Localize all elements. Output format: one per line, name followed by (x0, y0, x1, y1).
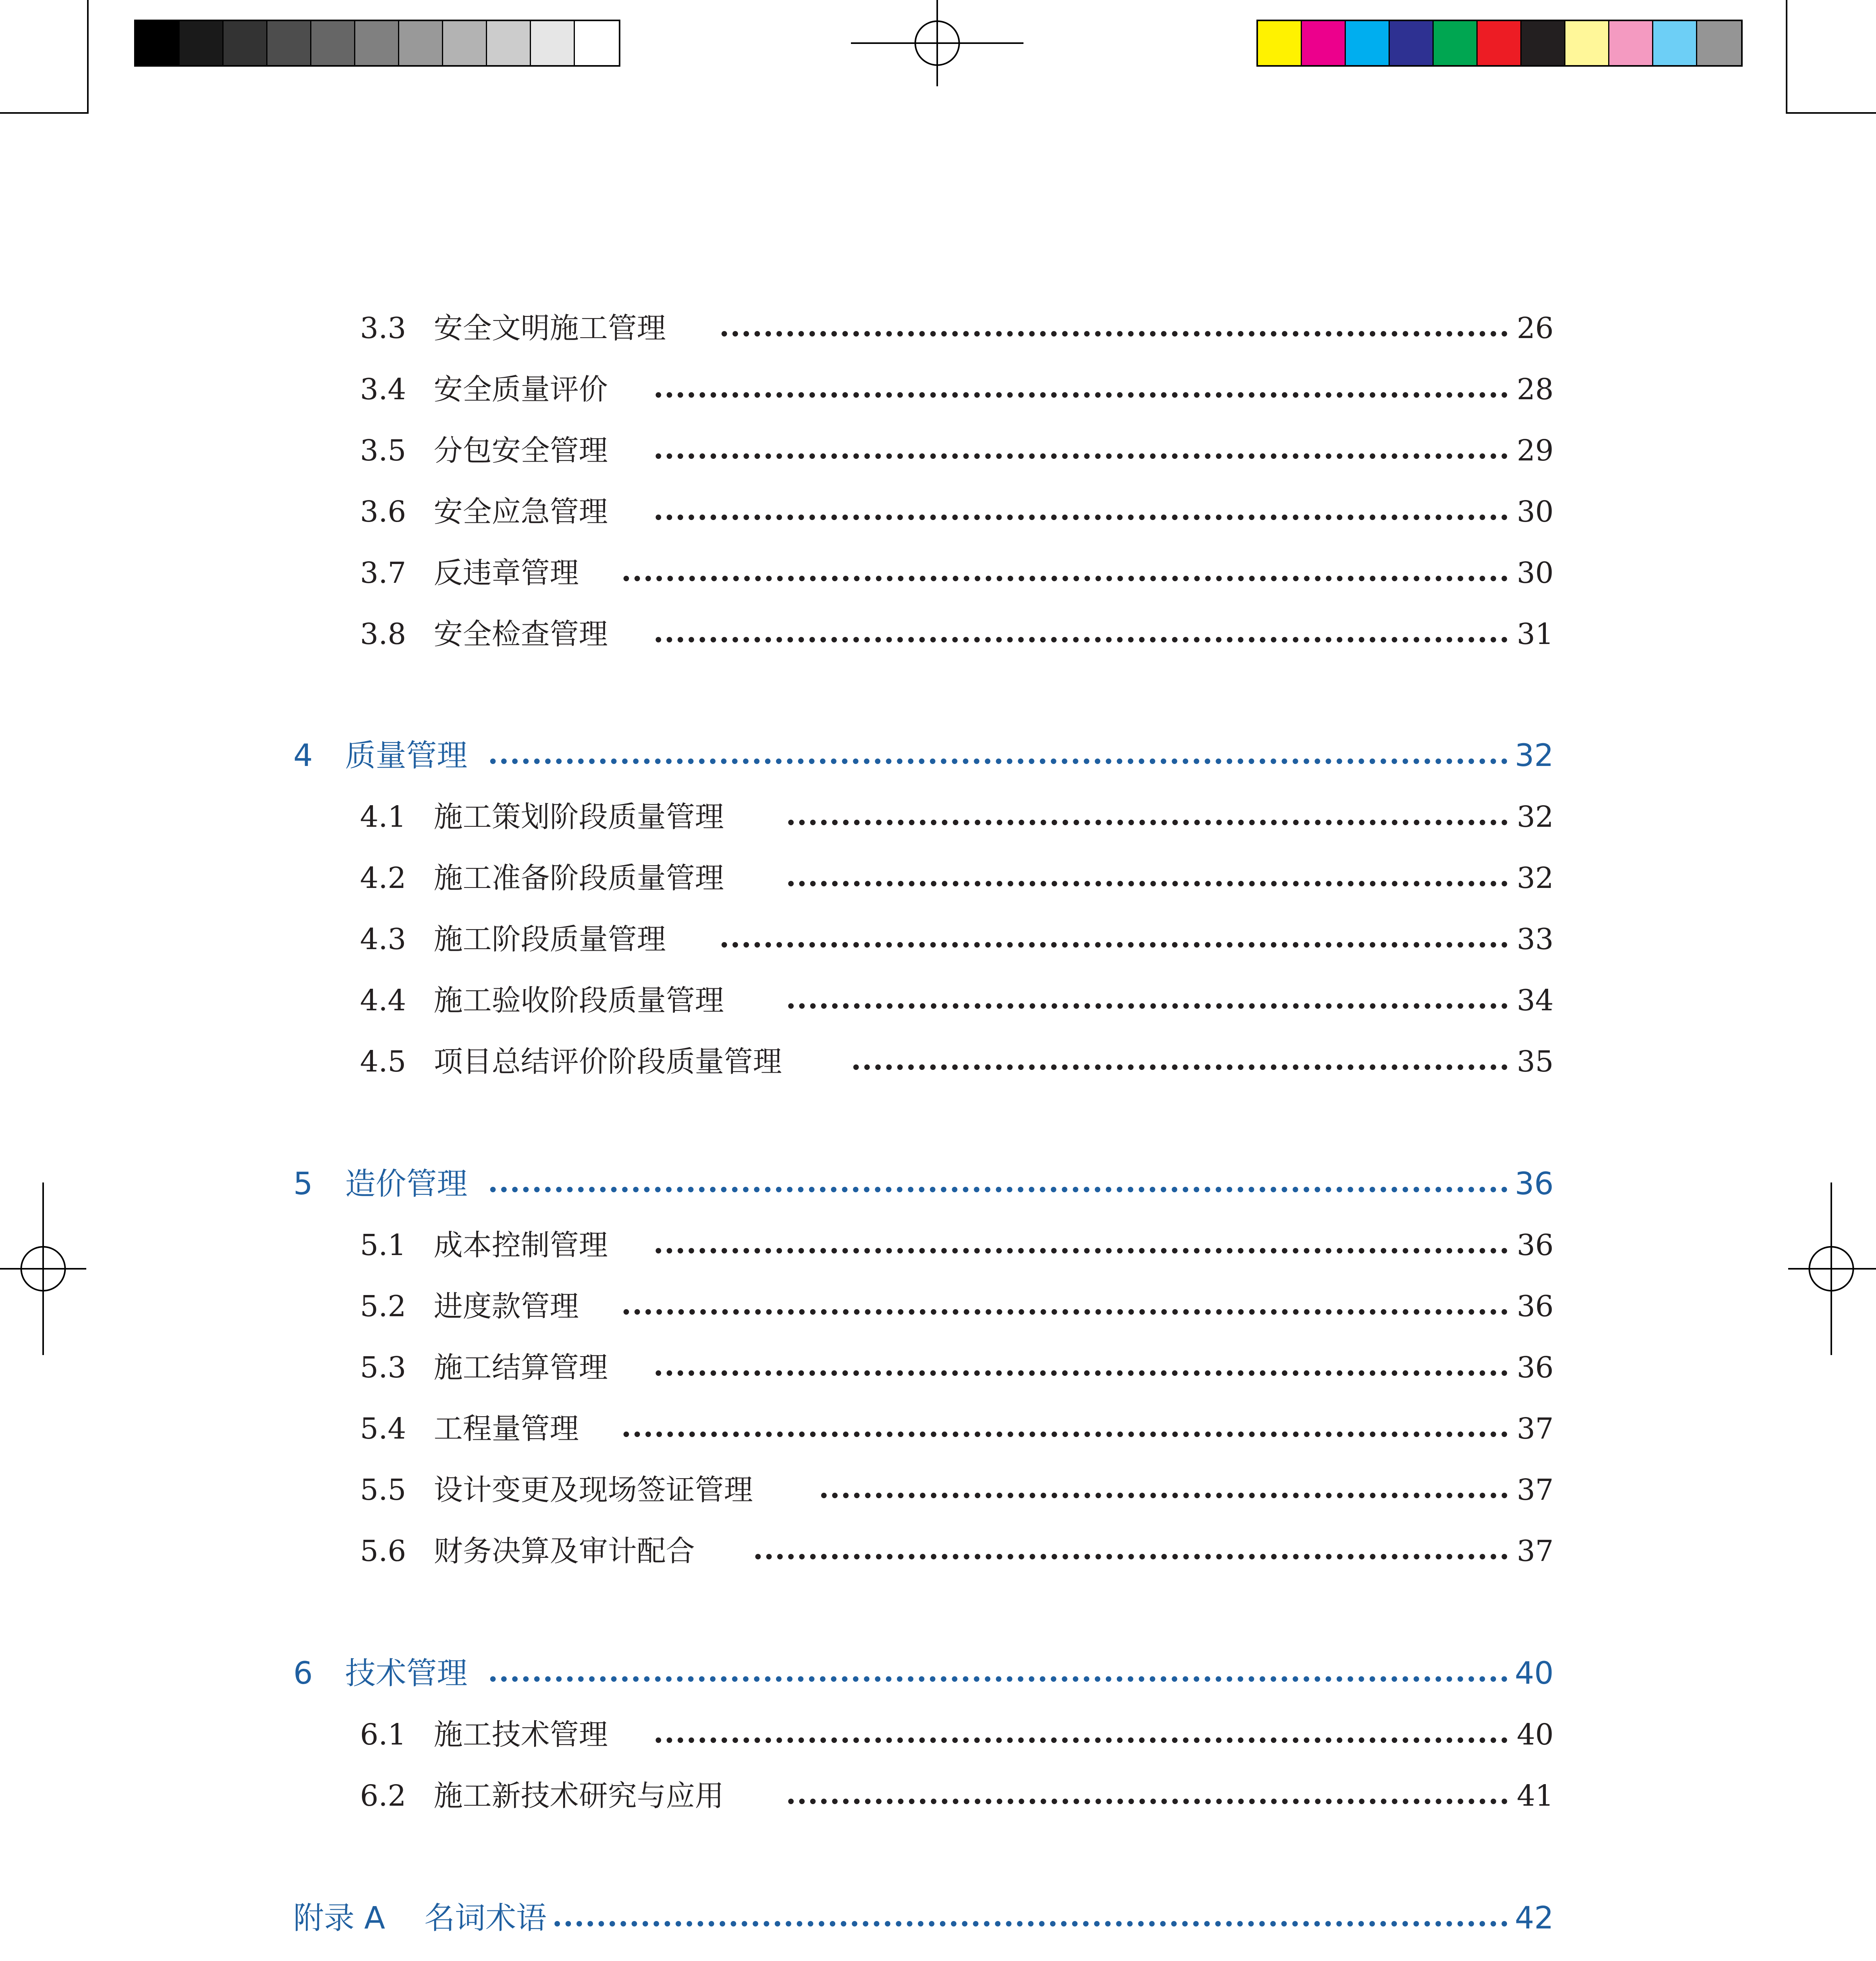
crop-mark-top-right-h (1786, 112, 1876, 114)
calibration-swatch (1478, 21, 1522, 65)
toc-entry-5-1[interactable] (0, 1224, 1876, 1267)
color-calibration-bar (1256, 20, 1743, 67)
appendix-title (424, 1958, 883, 1961)
toc-entry-4-3[interactable] (0, 918, 1876, 961)
dot-leader (821, 1455, 1507, 1498)
dot-leader (722, 904, 1507, 948)
page-number: 36 (1516, 1351, 1554, 1384)
page-number: 32 (1516, 800, 1554, 834)
toc-entry-6-2[interactable] (0, 1774, 1876, 1817)
page-number: 42 (1514, 1901, 1554, 1936)
calibration-swatch (1434, 21, 1478, 65)
section-title: 施工技术管理 (434, 1718, 608, 1752)
page-number: 37 (1516, 1473, 1554, 1507)
toc-entry-4-4[interactable] (0, 979, 1876, 1022)
dot-leader (656, 1700, 1507, 1743)
section-number: 4.4 (360, 984, 406, 1017)
toc-entry-3-5[interactable] (0, 429, 1876, 472)
calibration-swatch (575, 21, 619, 65)
section-title: 安全文明施工管理 (434, 311, 666, 345)
page-number: 32 (1516, 861, 1554, 895)
toc-chapter-6[interactable] (0, 1652, 1876, 1695)
calibration-swatch (1522, 21, 1565, 65)
calibration-swatch (267, 21, 311, 65)
section-number: 4.2 (360, 861, 406, 895)
calibration-swatch (355, 21, 399, 65)
section-title: 设计变更及现场签证管理 (434, 1473, 753, 1507)
chapter-number: 4 (293, 738, 313, 773)
toc-entry-5-2[interactable] (0, 1285, 1876, 1328)
section-title: 施工新技术研究与应用 (434, 1779, 724, 1813)
page-number: 31 (1516, 617, 1554, 651)
section-number: 6.2 (360, 1779, 406, 1813)
calibration-swatch (1302, 21, 1346, 65)
calibration-swatch (1258, 21, 1302, 65)
dot-leader (656, 599, 1507, 642)
dot-leader (490, 1149, 1507, 1192)
page-number: 37 (1516, 1412, 1554, 1446)
toc-appendix-a[interactable] (0, 1897, 1876, 1940)
calibration-swatch (531, 21, 575, 65)
section-title: 施工阶段质量管理 (434, 922, 666, 956)
calibration-swatch (136, 21, 180, 65)
chapter-title: 造价管理 (345, 1166, 468, 1202)
calibration-swatch (1390, 21, 1434, 65)
page-number: 35 (1516, 1045, 1554, 1079)
appendix-label: 附录 A (293, 1901, 385, 1936)
dot-leader (853, 1027, 1507, 1070)
toc-entry-3-7[interactable] (0, 551, 1876, 595)
section-title: 施工验收阶段质量管理 (434, 984, 724, 1017)
section-title: 成本控制管理 (434, 1228, 608, 1262)
appendix-title: 名词术语 (424, 1901, 547, 1936)
dot-leader (656, 1333, 1507, 1376)
section-number: 5.6 (360, 1534, 406, 1568)
section-number: 5.4 (360, 1412, 406, 1446)
dot-leader (788, 1761, 1507, 1804)
page-number (1515, 1958, 1554, 1961)
toc-entry-3-8[interactable] (0, 613, 1876, 656)
section-number: 4.1 (360, 800, 406, 834)
toc-entry-3-4[interactable] (0, 368, 1876, 411)
dot-leader (656, 1210, 1507, 1253)
dot-leader (656, 355, 1507, 398)
calibration-swatch (180, 21, 224, 65)
section-number: 5.1 (360, 1228, 406, 1262)
section-title: 项目总结评价阶段质量管理 (434, 1045, 782, 1079)
toc-chapter-4[interactable] (0, 734, 1876, 777)
page-number: 26 (1516, 311, 1554, 345)
dot-leader (624, 1394, 1507, 1437)
dot-leader (490, 721, 1507, 764)
toc-entry-4-2[interactable] (0, 857, 1876, 900)
calibration-swatch (399, 21, 443, 65)
crop-mark-top-right-v (1786, 0, 1787, 114)
calibration-swatch (1565, 21, 1609, 65)
chapter-title: 技术管理 (345, 1656, 468, 1691)
section-number: 3.4 (360, 373, 406, 406)
dot-leader (788, 843, 1507, 886)
dot-leader (788, 966, 1507, 1009)
dot-leader (554, 1883, 1507, 1926)
section-title: 施工策划阶段质量管理 (434, 800, 724, 834)
page-number: 34 (1516, 984, 1554, 1017)
page-number: 40 (1514, 1656, 1554, 1691)
section-number: 5.5 (360, 1473, 406, 1507)
calibration-swatch (1346, 21, 1390, 65)
calibration-swatch (487, 21, 531, 65)
toc-entry-3-3[interactable] (0, 307, 1876, 350)
section-title: 施工结算管理 (434, 1351, 608, 1384)
section-number: 3.7 (360, 556, 406, 590)
section-number: 3.6 (360, 495, 406, 529)
page-number: 36 (1516, 1290, 1554, 1323)
dot-leader (755, 1516, 1507, 1559)
dot-leader (722, 293, 1507, 337)
toc-chapter-5[interactable] (0, 1162, 1876, 1206)
section-title: 安全应急管理 (434, 495, 608, 529)
grayscale-calibration-bar (134, 20, 620, 67)
toc-entry-3-6[interactable] (0, 490, 1876, 533)
section-number: 3.5 (360, 434, 406, 468)
page-number: 30 (1516, 556, 1554, 590)
appendix-label (293, 1958, 385, 1961)
registration-mark-top-icon (851, 0, 1023, 86)
dot-leader (624, 1272, 1507, 1315)
calibration-swatch (1697, 21, 1741, 65)
toc-appendix-b[interactable] (0, 1958, 1876, 1961)
dot-leader (788, 782, 1507, 825)
page-number: 29 (1516, 434, 1554, 468)
section-number: 6.1 (360, 1718, 406, 1752)
page-number: 41 (1516, 1779, 1554, 1813)
section-number: 3.8 (360, 617, 406, 651)
section-title: 分包安全管理 (434, 434, 608, 468)
calibration-swatch (1653, 21, 1697, 65)
page-number: 40 (1516, 1718, 1554, 1752)
chapter-number: 6 (293, 1656, 313, 1691)
section-title: 安全检查管理 (434, 617, 608, 651)
registration-mark-right-icon (1788, 1182, 1876, 1355)
crop-mark-top-left-v (87, 0, 89, 114)
toc-entry-5-3[interactable] (0, 1346, 1876, 1389)
dot-leader (490, 1639, 1507, 1682)
dot-leader (920, 1945, 1507, 1961)
dot-leader (656, 416, 1507, 459)
section-title: 进度款管理 (434, 1290, 579, 1323)
page-number: 32 (1514, 738, 1554, 773)
section-title: 反违章管理 (434, 556, 579, 590)
toc-entry-4-1[interactable] (0, 795, 1876, 839)
page-number: 37 (1516, 1534, 1554, 1568)
section-title: 工程量管理 (434, 1412, 579, 1446)
page-number: 30 (1516, 495, 1554, 529)
section-number: 4.3 (360, 922, 406, 956)
page-number: 36 (1516, 1228, 1554, 1262)
dot-leader (624, 538, 1507, 581)
toc-entry-5-4[interactable] (0, 1407, 1876, 1450)
toc-entry-5-6[interactable] (0, 1530, 1876, 1573)
calibration-swatch (311, 21, 355, 65)
page-number: 36 (1514, 1166, 1554, 1202)
section-title: 财务决算及审计配合 (434, 1534, 695, 1568)
crop-mark-top-left-h (0, 112, 89, 114)
toc-entry-5-5[interactable] (0, 1468, 1876, 1512)
calibration-swatch (443, 21, 487, 65)
page-number: 33 (1516, 922, 1554, 956)
chapter-title: 质量管理 (345, 738, 468, 773)
section-number: 5.2 (360, 1290, 406, 1323)
section-title: 安全质量评价 (434, 373, 608, 406)
registration-mark-left-icon (0, 1182, 86, 1355)
dot-leader (656, 477, 1507, 520)
toc-entry-6-1[interactable] (0, 1713, 1876, 1756)
toc-entry-4-5[interactable] (0, 1040, 1876, 1083)
chapter-number: 5 (293, 1166, 313, 1202)
calibration-swatch (224, 21, 267, 65)
section-title: 施工准备阶段质量管理 (434, 861, 724, 895)
section-number: 3.3 (360, 311, 406, 345)
section-number: 5.3 (360, 1351, 406, 1384)
calibration-swatch (1609, 21, 1653, 65)
section-number: 4.5 (360, 1045, 406, 1079)
page-number: 28 (1516, 373, 1554, 406)
